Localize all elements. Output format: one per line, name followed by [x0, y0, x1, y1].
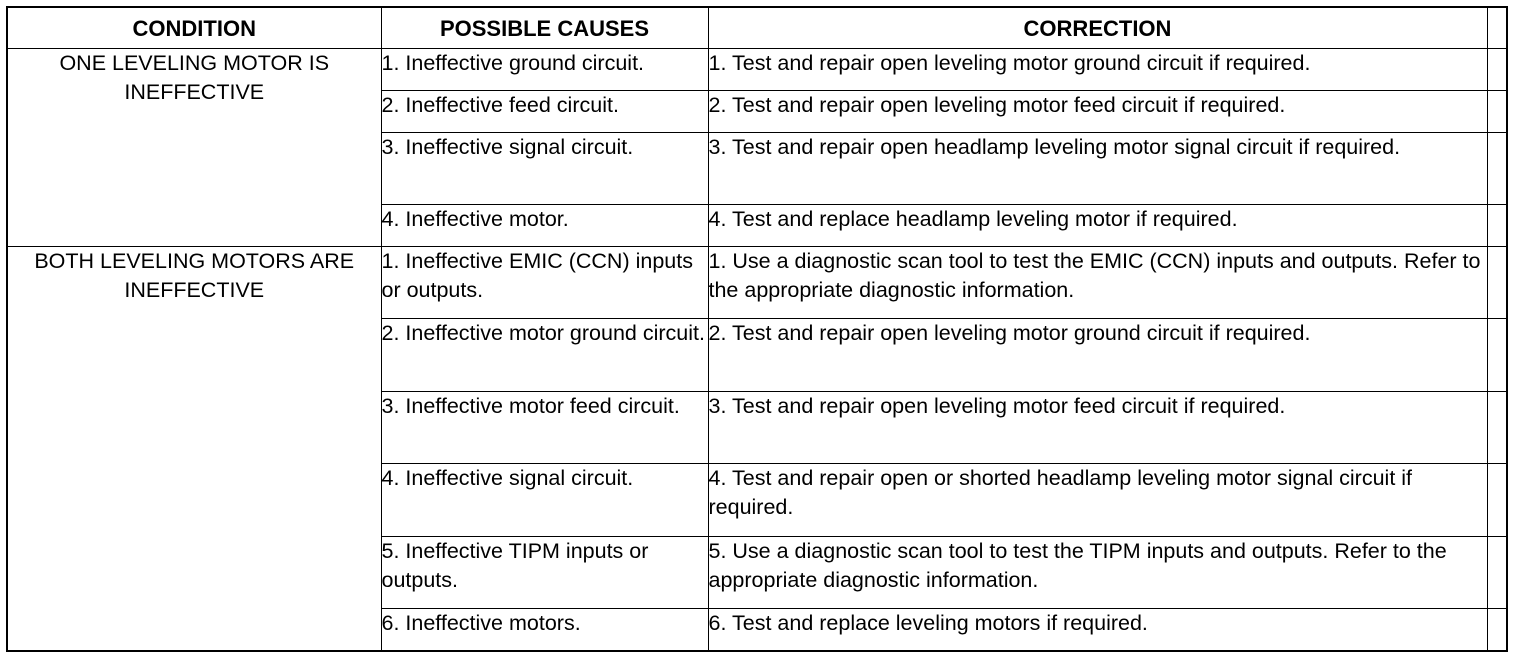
possible-causes-header: POSSIBLE CAUSES [381, 7, 708, 49]
spare-cell [1487, 132, 1507, 204]
spare-cell [1487, 246, 1507, 318]
correction-cell: 3. Test and repair open leveling motor feed circuit if required. [708, 391, 1487, 463]
condition-cell: BOTH LEVELING MOTORS ARE INEFFECTIVE [7, 246, 381, 651]
spare-cell [1487, 609, 1507, 651]
cause-cell: 1. Ineffective EMIC (CCN) inputs or outputs. [381, 246, 708, 318]
cause-cell: 4. Ineffective motor. [381, 205, 708, 247]
cause-cell: 6. Ineffective motors. [381, 609, 708, 651]
cause-cell: 3. Ineffective motor feed circuit. [381, 391, 708, 463]
spare-cell [1487, 90, 1507, 132]
correction-cell: 2. Test and repair open leveling motor feed circuit if required. [708, 90, 1487, 132]
cause-cell: 4. Ineffective signal circuit. [381, 464, 708, 536]
correction-cell: 4. Test and replace headlamp leveling motor if required. [708, 205, 1487, 247]
spare-cell [1487, 391, 1507, 463]
table-row [7, 49, 1507, 91]
condition-cell: ONE LEVELING MOTOR IS INEFFECTIVE [7, 49, 381, 247]
header-row [7, 7, 1507, 49]
cause-cell: 1. Ineffective ground circuit. [381, 49, 708, 91]
correction-header: CORRECTION [708, 7, 1487, 49]
table-row [7, 246, 1507, 318]
spare-column-header [1487, 7, 1507, 49]
correction-cell: 1. Use a diagnostic scan tool to test the EMIC (CCN) inputs and outputs. Refer to the appropriate diagnostic information. [708, 246, 1487, 318]
spare-cell [1487, 464, 1507, 536]
cause-cell: 2. Ineffective feed circuit. [381, 90, 708, 132]
cause-cell: 3. Ineffective signal circuit. [381, 132, 708, 204]
correction-cell: 4. Test and repair open or shorted headlamp leveling motor signal circuit if required. [708, 464, 1487, 536]
correction-cell: 5. Use a diagnostic scan tool to test the TIPM inputs and outputs. Refer to the appropriate diagnostic information. [708, 536, 1487, 608]
correction-cell: 3. Test and repair open headlamp leveling motor signal circuit if required. [708, 132, 1487, 204]
spare-cell [1487, 536, 1507, 608]
diagnosis-table [6, 6, 1508, 652]
spare-cell [1487, 49, 1507, 91]
correction-cell: 1. Test and repair open leveling motor ground circuit if required. [708, 49, 1487, 91]
correction-cell: 6. Test and replace leveling motors if required. [708, 609, 1487, 651]
spare-cell [1487, 205, 1507, 247]
cause-cell: 5. Ineffective TIPM inputs or outputs. [381, 536, 708, 608]
cause-cell: 2. Ineffective motor ground circuit. [381, 319, 708, 391]
condition-header: CONDITION [7, 7, 381, 49]
spare-cell [1487, 319, 1507, 391]
correction-cell: 2. Test and repair open leveling motor ground circuit if required. [708, 319, 1487, 391]
